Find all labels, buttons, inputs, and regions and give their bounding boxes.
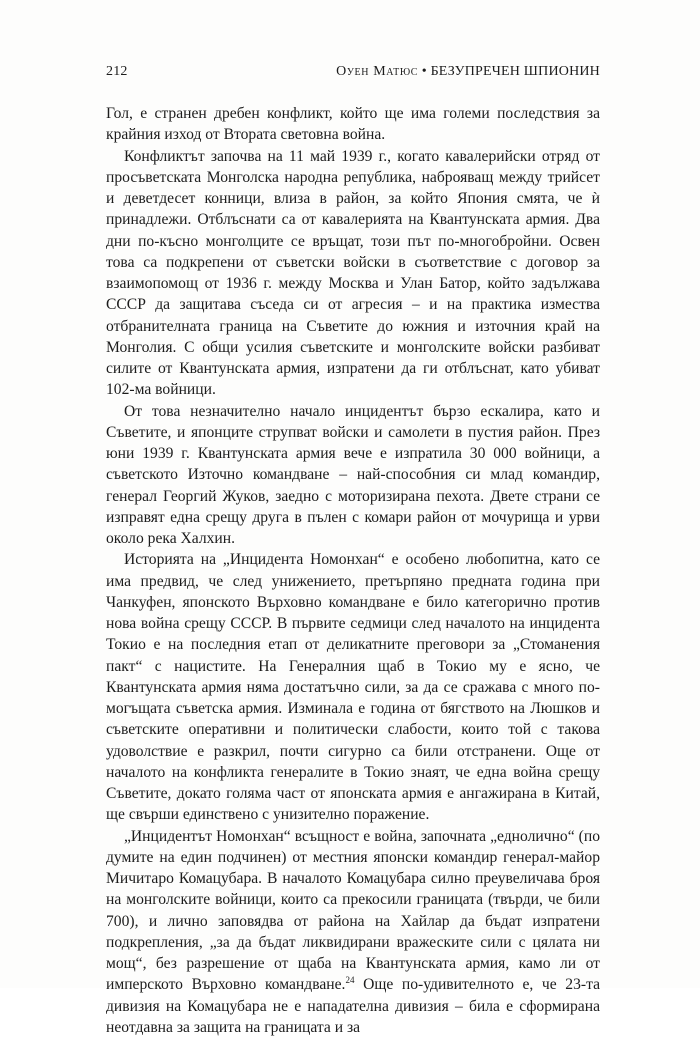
header-author: Оуен Матюс (336, 64, 418, 79)
page-number: 212 (106, 64, 128, 80)
header-separator: • (422, 64, 427, 79)
paragraph (106, 826, 600, 1038)
footnote-reference[interactable]: 24 (345, 975, 354, 985)
body-text (106, 103, 600, 1038)
running-head (106, 64, 600, 86)
paragraph-text-continued: Още по-удивителното е, че 23-та дивизия на Комацубара не е нападателна дивизия – била е сформирана неотдавна за защита на границата и за (106, 976, 600, 1036)
paragraph: Историята на „Инцидента Номонхан“ е особено любопитна, като се има предвид, че след унижението, претърпяно предната година при Чанкуфен, японското Върховно командване е било категорично против нова война срещу СССР. В първите седмици след началото на инцидента Токио е на последния етап от деликатните преговори за „Стоманения пакт“ с нацистите. На Генералния щаб в Токио му е ясно, че Квантунската армия няма достатъчно сили, за да се сражава с много по-могъщата съветска армия. Изминала е година от бягството на Люшков и съветските оперативни и политически слабости, които той с такова удоволствие е разкрил, почти сигурно са били отстранени. Още от началото на конфликта генералите в Токио знаят, че една война срещу Съветите, докато голяма част от японската армия е ангажирана в Китай, ще свърши единствено с унизително поражение. (106, 549, 600, 825)
header-book-title: БЕЗУПРЕЧЕН ШПИОНИН (431, 64, 600, 79)
paragraph: Конфликтът започва на 11 май 1939 г., когато кавалерийски отряд от просъветската Монголска народна република, наброяващ между трийсет и деветдесет конници, влиза в район, за който Япония смята, че ѝ принадлежи. Отблъснати са от кавалерията на Квантунската армия. Два дни по-късно монголците се връщат, този път по-многобройни. Освен това са подкрепени от съветски войски в съответствие с договор за взаимопомощ от 1936 г. между Москва и Улан Батор, който задължава СССР да защитава съседа си от агресия – и на практика измества отбранителната граница на Съветите до южния и източния край на Монголия. С общи усилия съветските и монголските войски разбиват силите от Квантунската армия, изпратени да ги отблъснат, като убиват 102-ма войници. (106, 146, 600, 401)
paragraph-text: „Инцидентът Номонхан“ всъщност е война, започната „еднолично“ (по думите на един подчинен) от местния японски командир генерал-майор Мичитаро Комацубара. В началото Комацубара силно преувеличава броя на монголските войници, които са прекосили границата (твърди, че били 700), и лично заповядва от района на Хайлар да бъдат изпратени подкрепления, „за да бъдат ликвидирани вражеските сили с цялата ни мощ“, без разрешение от щаба на Квантунската армия, камо ли от имперското Върховно командване. (106, 828, 600, 994)
paragraph-continuation: Гол, е странен дребен конфликт, който ще има големи последствия за крайния изход от Втората световна война. (106, 103, 600, 146)
paragraph: От това незначително начало инцидентът бързо ескалира, като и Съветите, и японците струпват войски и самолети в пустия район. През юни 1939 г. Квантунската армия вече е изпратила 30 000 войници, а съветското Източно командване – най-способния си млад командир, генерал Георгий Жуков, заедно с моторизирана пехота. Двете страни се изправят една срещу друга в пълен с комари район от мочурища и урви около река Халхин. (106, 401, 600, 550)
header-title (336, 64, 600, 80)
